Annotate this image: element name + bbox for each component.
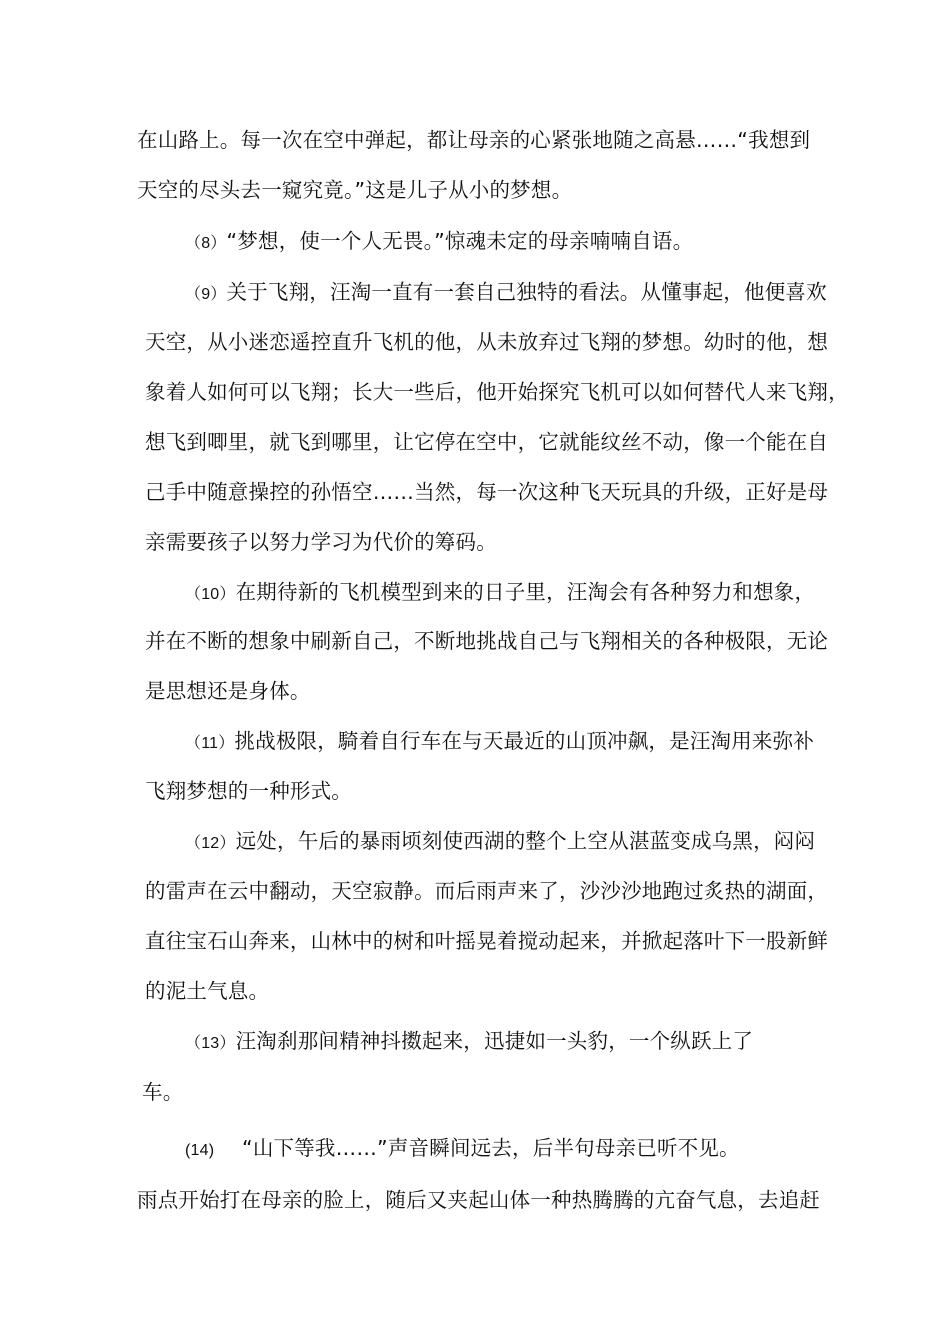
- text-line: 天空的尽头去一窥究竟。”这是儿子从小的梦想。: [137, 178, 573, 202]
- paragraph-number: （9）: [185, 286, 227, 303]
- text-line: 挑战极限，騎着自行车在与天最近的山顶冲飙，是汪淘用来弥补: [234, 729, 815, 753]
- text-line: 天空，从小迷恋遥控直升飞机的他，从未放弃过飞翔的梦想。幼时的他，想: [145, 330, 829, 354]
- text-line: 并在不断的想象中刷新自己，不断地挑战自己与飞翔相关的各种极限，无论: [145, 629, 829, 653]
- paragraph-9-line: [185, 278, 827, 309]
- text-line: 雨点开始打在母亲的脸上，随后又夹起山体一种热腾腾的亢奋气息，去追赶: [137, 1188, 821, 1212]
- paragraph-14-line: [185, 1134, 740, 1165]
- text-line: 的雷声在云中翻动，天空寂静。而后雨声来了，沙沙沙地跑过炙热的湖面，: [145, 879, 829, 903]
- paragraph-8-line: [185, 227, 693, 258]
- text-line: “梦想，使一个人无畏。”惊魂未定的母亲喃喃自语。: [226, 229, 694, 253]
- text-line: 关于飞翔，汪淘一直有一套自己独特的看法。从懂事起，他便喜欢: [226, 280, 827, 304]
- text-line: 的泥土气息。: [145, 979, 270, 1003]
- text-line: 直往宝石山奔来，山林中的树和叶摇晃着搅动起来，并掀起落叶下一股新鲜: [145, 929, 829, 953]
- text-line: 亲需要孩子以努力学习为代价的筹码。: [145, 530, 497, 554]
- paragraph-number: （13）: [185, 1035, 236, 1052]
- paragraph-number: (14): [185, 1142, 215, 1159]
- paragraph-number: （10）: [185, 586, 236, 603]
- text-line: 车。: [142, 1080, 184, 1104]
- text-line: 飞翔梦想的一种形式。: [145, 779, 352, 803]
- paragraph-10-line: [185, 578, 815, 609]
- text-line: 在期待新的飞机模型到来的日子里，汪淘会有各种努力和想象，: [235, 580, 816, 604]
- paragraph-12-line: [185, 827, 815, 858]
- paragraph-number: （11）: [185, 735, 235, 752]
- text-line: 远处，午后的暴雨顷刻使西湖的整个上空从湛蓝变成乌黑，闷闷: [235, 829, 816, 853]
- text-line: 己手中随意操控的孙悟空……当然，每一次这种飞天玩具的升级，正好是母: [145, 480, 829, 504]
- paragraph-number: （8）: [185, 235, 227, 252]
- text-line: 在山路上。每一次在空中弹起，都让母亲的心紧张地随之高悬……“我想到: [137, 128, 811, 152]
- paragraph-number: （12）: [185, 835, 236, 852]
- text-line: 汪淘刹那间精神抖擞起来，迅捷如一头豹，一个纵跃上了: [235, 1029, 754, 1053]
- text-line: 是思想还是身体。: [145, 679, 311, 703]
- paragraph-11-line: [185, 727, 814, 758]
- text-line: 想飞到唧里，就飞到哪里，让它停在空中，它就能纹丝不动，像一个能在自: [145, 430, 829, 454]
- text-line: “山下等我……”声音瞬间远去，后半句母亲已听不见。: [242, 1136, 740, 1160]
- text-line: 象着人如何可以飞翔；长大一些后，他开始探究飞机可以如何替代人来飞翔，: [145, 380, 849, 404]
- paragraph-13-line: [185, 1027, 753, 1058]
